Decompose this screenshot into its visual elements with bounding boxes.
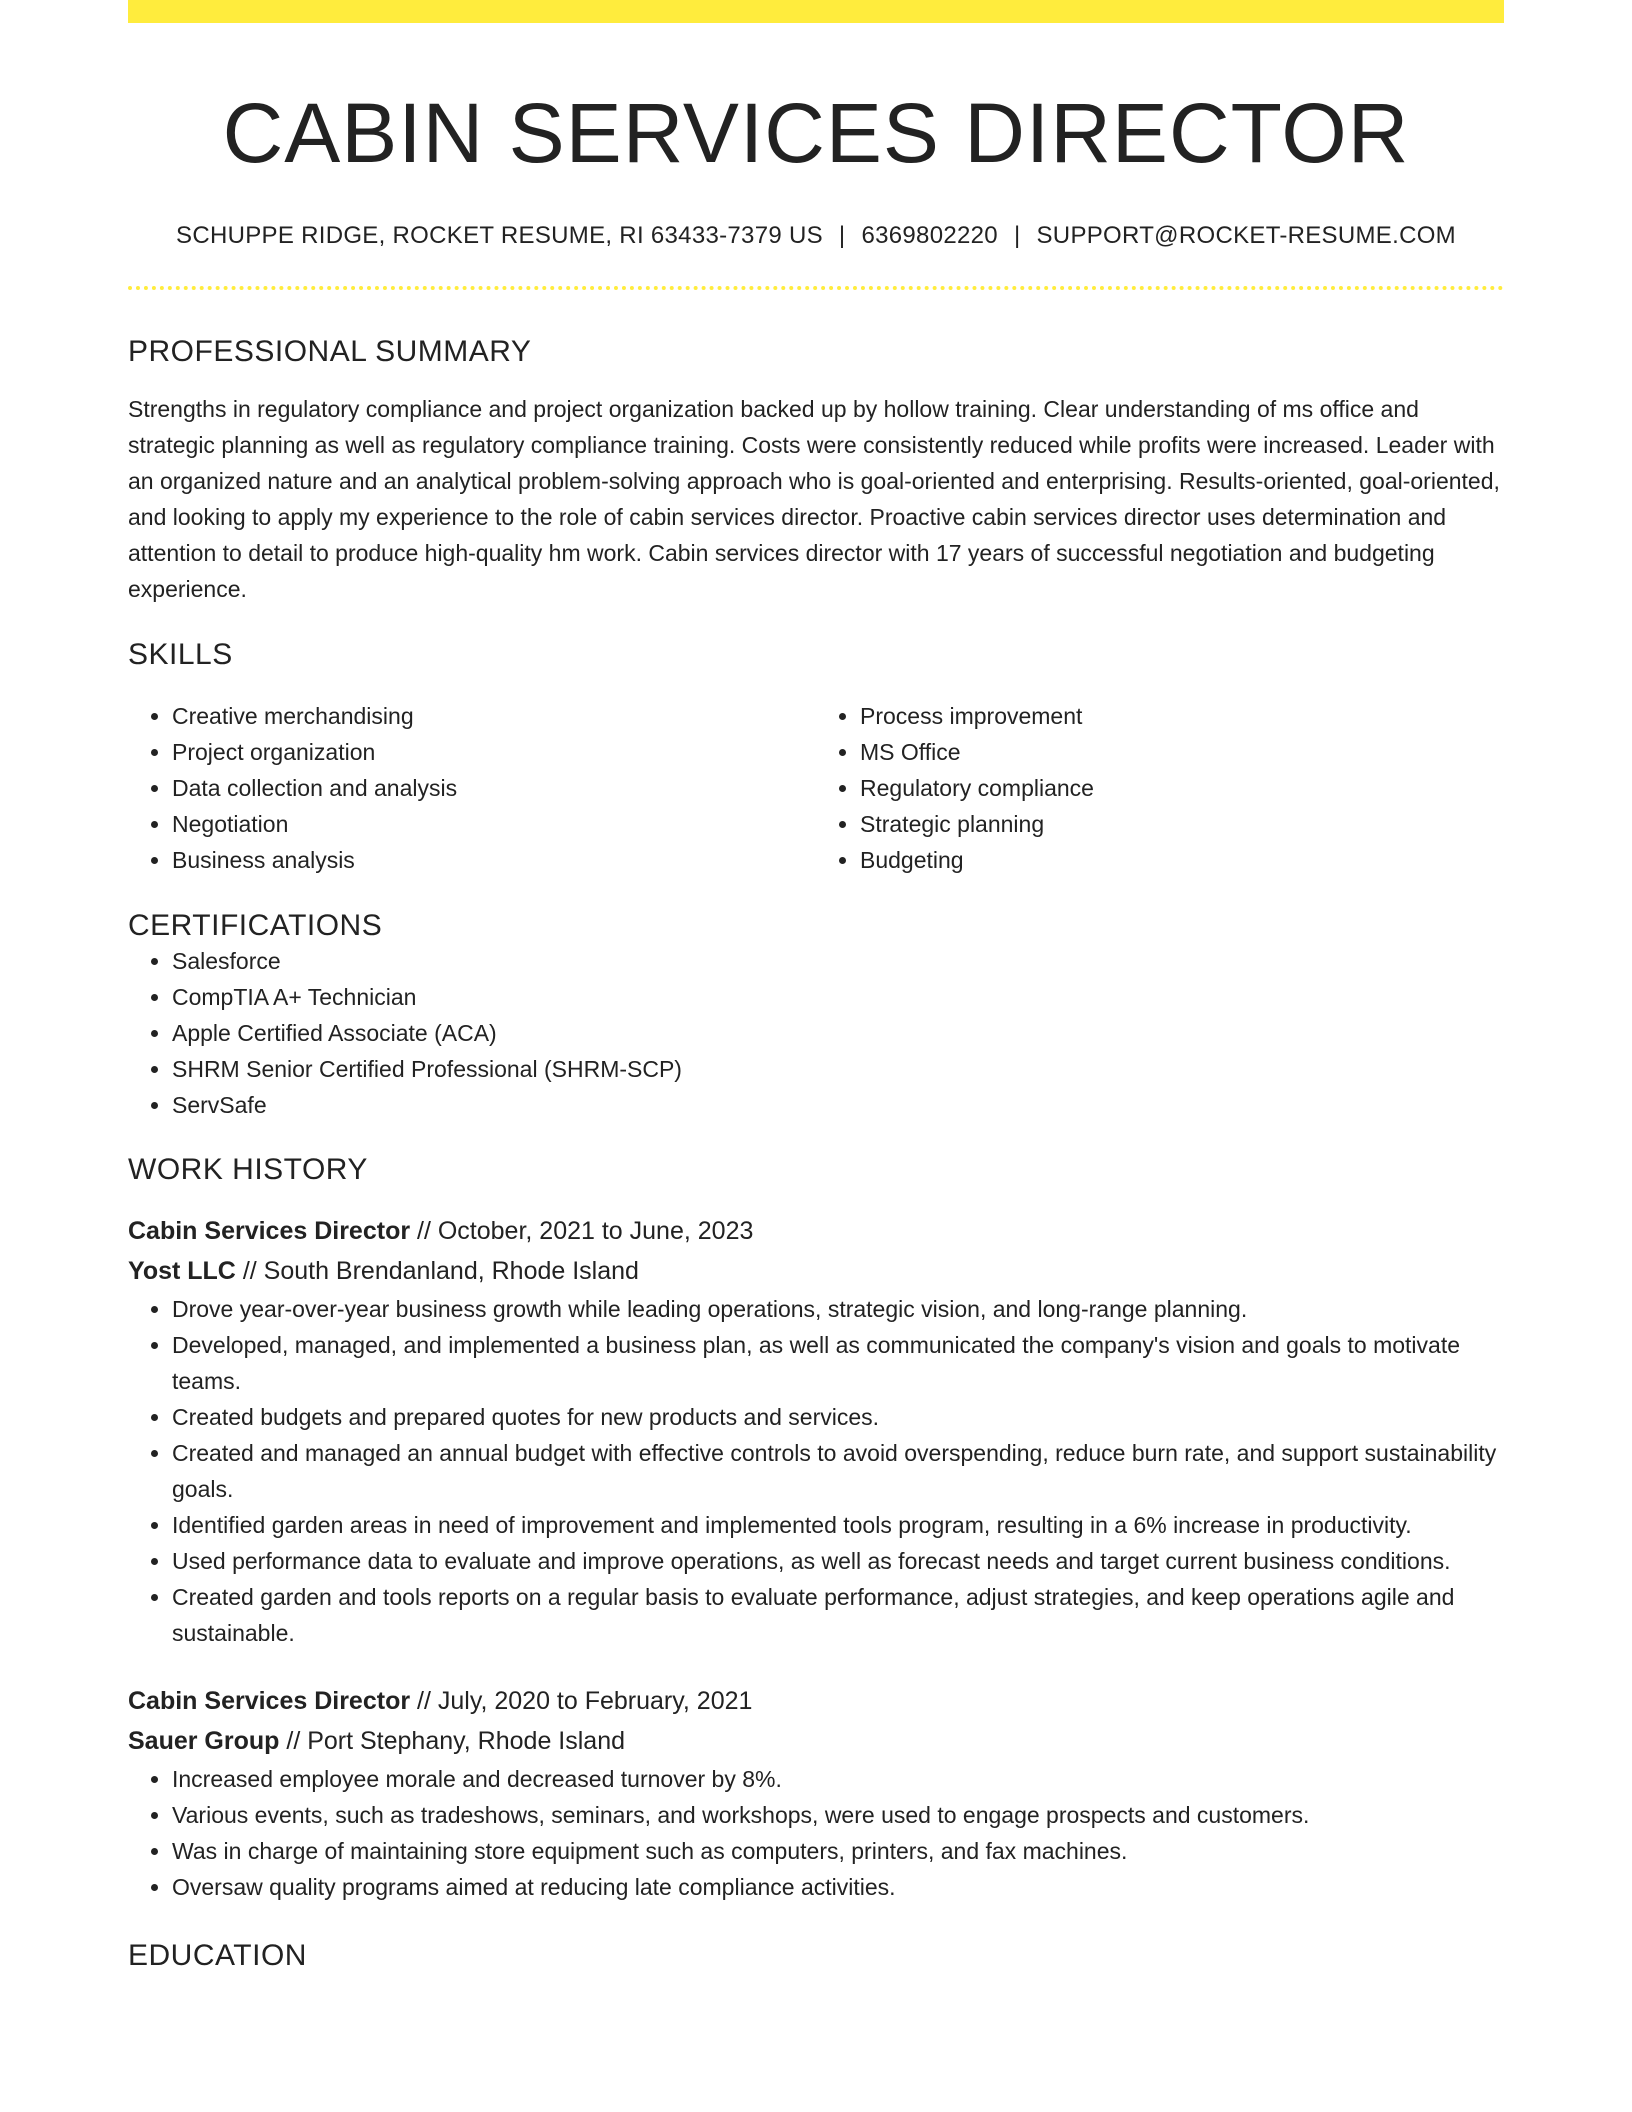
contact-address: SCHUPPE RIDGE, ROCKET RESUME, RI 63433-7379 US	[176, 221, 823, 249]
skill-item: • Process improvement	[860, 698, 1504, 734]
resume-page	[128, 0, 1504, 1973]
job-location: // Port Stephany, Rhode Island	[279, 1726, 626, 1755]
skills-list-left	[128, 698, 816, 878]
certification-item: • Apple Certified Associate (ACA)	[172, 1015, 1504, 1051]
job-bullet: • Was in charge of maintaining store equipment such as computers, printers, and fax machines.	[172, 1833, 1504, 1869]
job-bullet: • Created garden and tools reports on a regular basis to evaluate performance, adjust strategies, and keep operations agile and sustainable.	[172, 1579, 1504, 1651]
job-bullet: • Identified garden areas in need of improvement and implemented tools program, resulting in a 6% increase in productivity.	[172, 1507, 1504, 1543]
job-bullet: • Developed, managed, and implemented a business plan, as well as communicated the company's vision and goals to motivate teams.	[172, 1327, 1504, 1399]
skill-item: • MS Office	[860, 734, 1504, 770]
skills-list-right	[816, 698, 1504, 878]
certification-item: • SHRM Senior Certified Professional (SHRM-SCP)	[172, 1051, 1504, 1087]
contact-separator: |	[838, 221, 846, 249]
skills-columns	[128, 698, 1504, 878]
top-accent-bar	[128, 0, 1504, 23]
section-title-skills: SKILLS	[128, 637, 233, 671]
job-role-line	[128, 1681, 1504, 1721]
skill-item: • Business analysis	[172, 842, 816, 878]
skill-item: • Regulatory compliance	[860, 770, 1504, 806]
skill-item: • Negotiation	[172, 806, 816, 842]
job-role: Cabin Services Director	[128, 1686, 411, 1715]
job-dates: // October, 2021 to June, 2023	[410, 1216, 754, 1245]
certification-item: • Salesforce	[172, 943, 1504, 979]
job-company-line	[128, 1721, 1504, 1761]
contact-line	[128, 222, 1504, 250]
contact-phone[interactable]: 6369802220	[861, 221, 998, 249]
job-bullet: • Drove year-over-year business growth while leading operations, strategic vision, and long-range planning.	[172, 1291, 1504, 1327]
job-dates: // July, 2020 to February, 2021	[410, 1686, 753, 1715]
skill-item: • Strategic planning	[860, 806, 1504, 842]
resume-title: CABIN SERVICES DIRECTOR	[222, 86, 1410, 180]
section-title-summary: PROFESSIONAL SUMMARY	[128, 334, 532, 368]
job-role-line	[128, 1211, 1504, 1251]
certification-item: • ServSafe	[172, 1087, 1504, 1123]
skill-item: • Budgeting	[860, 842, 1504, 878]
job-bullet: • Created and managed an annual budget with effective controls to avoid overspending, reduce burn rate, and support sustainability goals.	[172, 1435, 1504, 1507]
job-bullet: • Various events, such as tradeshows, seminars, and workshops, were used to engage prospects and customers.	[172, 1797, 1504, 1833]
contact-email[interactable]: SUPPORT@ROCKET-RESUME.COM	[1036, 221, 1456, 249]
job-company-line	[128, 1251, 1504, 1291]
job-role: Cabin Services Director	[128, 1216, 411, 1245]
job-bullet: • Created budgets and prepared quotes for new products and services.	[172, 1399, 1504, 1435]
certification-item: • CompTIA A+ Technician	[172, 979, 1504, 1015]
summary-text: Strengths in regulatory compliance and project organization backed up by hollow training. Clear understanding of ms office and strategic planning as well as regulatory compliance training. Costs were consistently reduced while profits were increased. Leader with an organized nature and an analytical problem-solving approach who is goal-oriented and enterprising. Results-oriented, goal-oriented, and looking to apply my experience to the role of cabin services director. Proactive cabin services director uses determination and attention to detail to produce high-quality hm work. Cabin services director with 17 years of successful negotiation and budgeting experience.	[128, 395, 1500, 602]
job-location: // South Brendanland, Rhode Island	[235, 1256, 639, 1285]
section-title-certifications: CERTIFICATIONS	[128, 908, 383, 942]
skill-item: • Project organization	[172, 734, 816, 770]
certifications-list	[128, 943, 1504, 1123]
job-bullet: • Oversaw quality programs aimed at reducing late compliance activities.	[172, 1869, 1504, 1905]
section-title-education: EDUCATION	[128, 1938, 307, 1972]
skill-item: • Data collection and analysis	[172, 770, 816, 806]
job-bullet: • Increased employee morale and decreased turnover by 8%.	[172, 1761, 1504, 1797]
job-bullets	[128, 1761, 1504, 1905]
dotted-divider	[128, 286, 1504, 290]
job-company: Yost LLC	[128, 1256, 236, 1285]
job-bullets	[128, 1291, 1504, 1651]
job-company: Sauer Group	[128, 1726, 280, 1755]
job-bullet: • Used performance data to evaluate and improve operations, as well as forecast needs and target current business conditions.	[172, 1543, 1504, 1579]
skill-item: • Creative merchandising	[172, 698, 816, 734]
contact-separator: |	[1013, 221, 1021, 249]
section-title-work-history: WORK HISTORY	[128, 1152, 368, 1186]
